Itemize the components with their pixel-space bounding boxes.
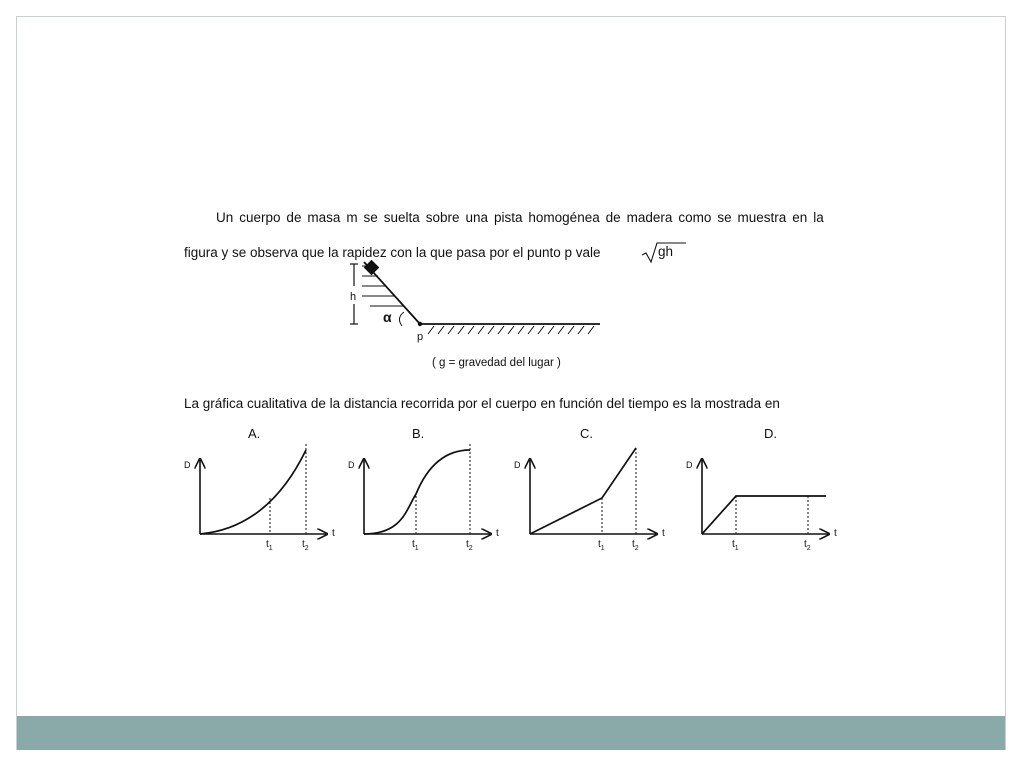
sqrt-value: gh (658, 244, 674, 259)
graph-d-line (702, 496, 826, 534)
incline-diagram (340, 258, 610, 348)
graph-c-x-label: t (662, 528, 665, 539)
graph-b-curve (364, 450, 470, 534)
p-label: p (417, 331, 424, 343)
options-graphs (170, 420, 860, 560)
graph-d-t1: $t_1$ (732, 539, 739, 552)
graph-c (514, 426, 665, 552)
graph-b-t1: $t_1$ (412, 539, 419, 552)
graph-b (348, 426, 499, 552)
gravity-note: ( g = gravedad del lugar ) (432, 357, 561, 369)
graph-b-x-label: t (496, 528, 499, 539)
problem-line-1: Un cuerpo de masa m se suelta sobre una pista homogénea de madera como se muestra en la (216, 210, 824, 225)
graph-d-t2: $t_2$ (804, 539, 811, 552)
option-c-label: C. (580, 426, 593, 441)
graph-a-x-label: t (332, 528, 335, 539)
graph-c-line (530, 448, 636, 534)
graph-d-x-label: t (834, 528, 837, 539)
question-text: La gráfica cualitativa de la distancia recorrida por el cuerpo en función del tiempo es la mostrada en (184, 396, 780, 411)
ground-hatching (428, 326, 594, 334)
slide (16, 16, 1006, 750)
graph-b-t2: $t_2$ (466, 539, 473, 552)
h-label: h (350, 291, 357, 303)
graph-d-y-label: D (686, 460, 693, 470)
sqrt-expression (640, 240, 690, 266)
graph-d (686, 426, 837, 552)
angle-arc (399, 312, 404, 326)
graph-c-t1: $t_1$ (598, 539, 605, 552)
footer-bar (17, 716, 1005, 750)
problem-line-2: figura y se observa que la rapidez con la que pasa por el punto p vale (184, 245, 601, 260)
option-d-label: D. (764, 426, 777, 441)
graph-a (184, 426, 335, 552)
graph-a-y-label: D (184, 460, 191, 470)
graph-a-curve (200, 450, 306, 534)
block (364, 260, 380, 276)
alpha-label: α (383, 309, 392, 325)
graph-b-y-label: D (348, 460, 355, 470)
graph-c-t2: $t_2$ (632, 539, 639, 552)
graph-a-t2: $t_2$ (302, 539, 309, 552)
graph-c-y-label: D (514, 460, 521, 470)
option-b-label: B. (412, 426, 425, 441)
graph-a-t1: $t_1$ (266, 539, 273, 552)
option-a-label: A. (248, 426, 261, 441)
